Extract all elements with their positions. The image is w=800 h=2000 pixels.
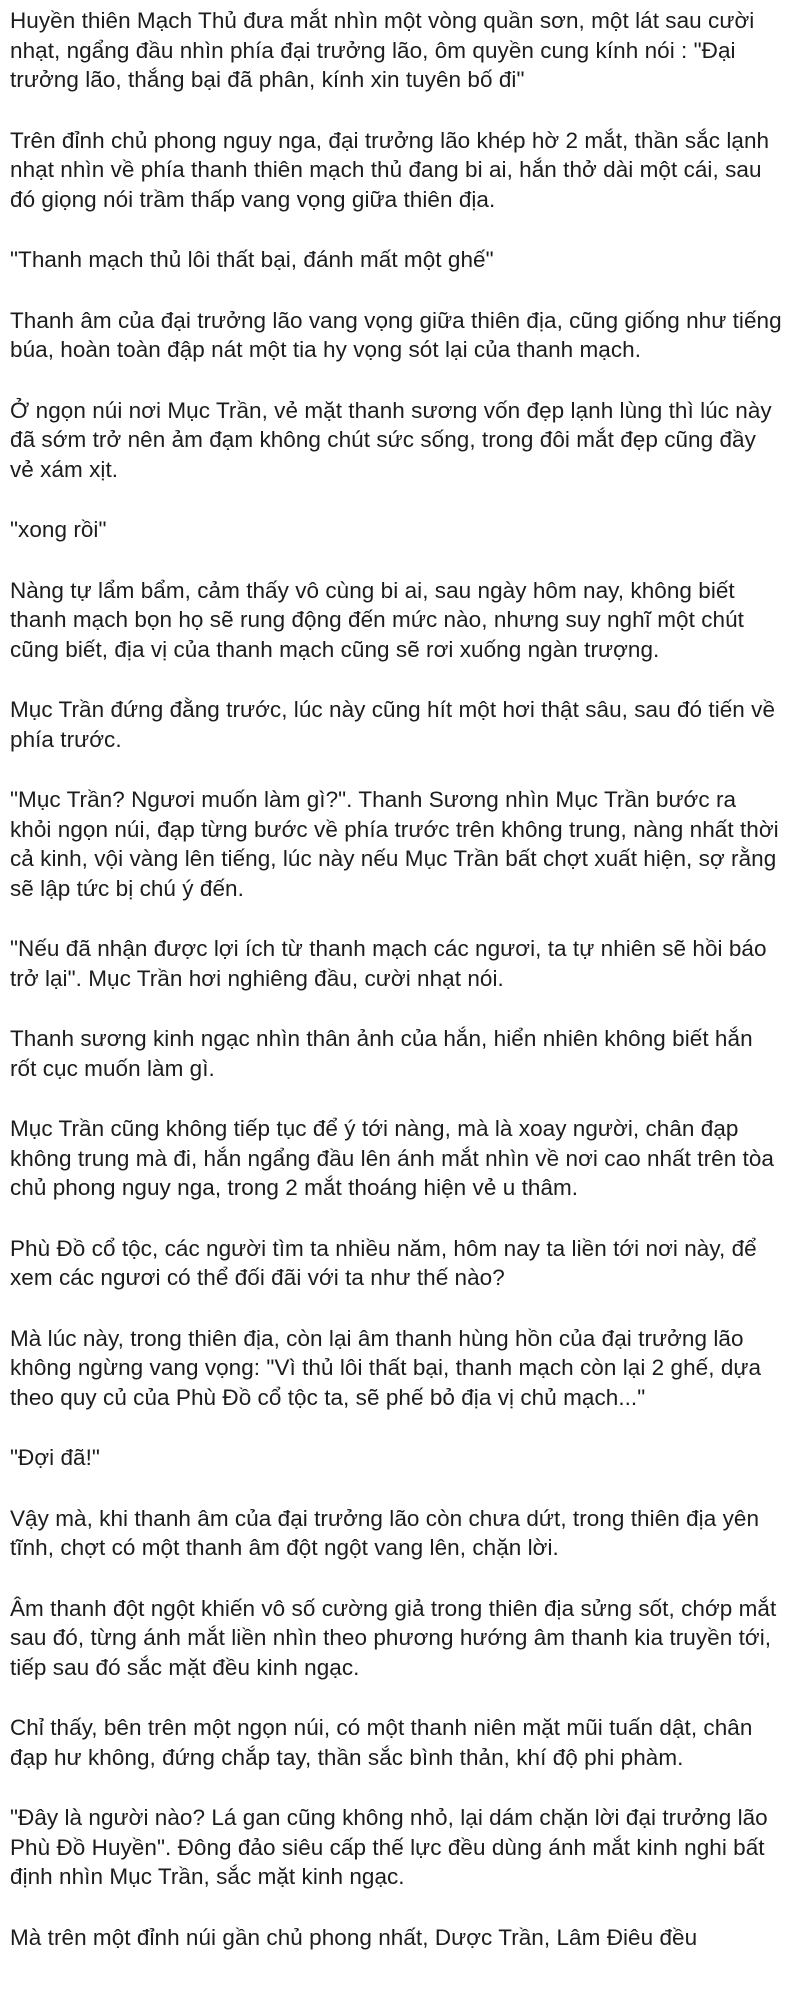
paragraph: "Thanh mạch thủ lôi thất bại, đánh mất một ghế" (10, 247, 494, 272)
paragraph: Nàng tự lẩm bẩm, cảm thấy vô cùng bi ai, sau ngày hôm nay, không biết thanh mạch bọn họ sẽ rung động đến mức nào, nhưng suy nghĩ một chút cũng biết, địa vị của thanh mạch cũng sẽ rơi xuống ngàn trượng. (10, 577, 744, 662)
paragraph: Thanh sương kinh ngạc nhìn thân ảnh của hắn, hiển nhiên không biết hắn rốt cục muốn làm gì. (10, 1026, 753, 1081)
paragraph: Ở ngọn núi nơi Mục Trần, vẻ mặt thanh sương vốn đẹp lạnh lùng thì lúc này đã sớm trở nên ảm đạm không chút sức sống, trong đôi mắt đẹp cũng đầy vẻ xám xịt. (10, 397, 772, 482)
paragraph: "Đợi đã!" (10, 1445, 100, 1470)
paragraph: "Đây là người nào? Lá gan cũng không nhỏ, lại dám chặn lời đại trưởng lão Phù Đồ Huyền". Đông đảo siêu cấp thế lực đều dùng ánh mắt kinh nghi bất định nhìn Mục Trần, sắc mặt kinh ngạc. (10, 1805, 768, 1889)
paragraph: Thanh âm của đại trưởng lão vang vọng giữa thiên địa, cũng giống như tiếng búa, hoàn toàn đập nát một tia hy vọng sót lại của thanh mạch. (10, 307, 782, 362)
paragraph: Mục Trần đứng đằng trước, lúc này cũng hít một hơi thật sâu, sau đó tiến về phía trước. (10, 697, 776, 752)
paragraph: Phù Đồ cổ tộc, các người tìm ta nhiều năm, hôm nay ta liền tới nơi này, để xem các ngươi có thể đối đãi với ta như thế nào? (10, 1235, 757, 1290)
paragraph: Mà trên một đỉnh núi gần chủ phong nhất, Dược Trần, Lâm Điêu đều (10, 1924, 698, 1950)
paragraph: Mà lúc này, trong thiên địa, còn lại âm thanh hùng hồn của đại trưởng lão không ngừng vang vọng: "Vì thủ lôi thất bại, thanh mạch còn lại 2 ghế, dựa theo quy củ của Phù Đồ cổ tộc ta, sẽ phế bỏ địa vị chủ mạch..." (10, 1325, 762, 1410)
paragraph: Vậy mà, khi thanh âm của đại trưởng lão còn chưa dứt, trong thiên địa yên tĩnh, chợt có một thanh âm đột ngột vang lên, chặn lời. (10, 1505, 760, 1560)
paragraph: Chỉ thấy, bên trên một ngọn núi, có một thanh niên mặt mũi tuấn dật, chân đạp hư không, đứng chắp tay, thần sắc bình thản, khí độ phi phàm. (10, 1715, 753, 1770)
paragraph: Trên đỉnh chủ phong nguy nga, đại trưởng lão khép hờ 2 mắt, thần sắc lạnh nhạt nhìn về phía thanh thiên mạch thủ đang bi ai, hắn thở dài một cái, sau đó giọng nói trầm thấp vang vọng giữa thiên địa. (10, 127, 770, 212)
paragraph: "Nếu đã nhận được lợi ích từ thanh mạch các ngươi, ta tự nhiên sẽ hồi báo trở lại". Mục Trần hơi nghiêng đầu, cười nhạt nói. (10, 936, 767, 991)
paragraph: Âm thanh đột ngột khiến vô số cường giả trong thiên địa sửng sốt, chớp mắt sau đó, từng ánh mắt liền nhìn theo phương hướng âm thanh kia truyền tới, tiếp sau đó sắc mặt đều kinh ngạc. (10, 1595, 777, 1680)
paragraph: "Mục Trần? Ngươi muốn làm gì?". Thanh Sương nhìn Mục Trần bước ra khỏi ngọn núi, đạp từng bước về phía trước trên không trung, nàng nhất thời cả kinh, vội vàng lên tiếng, lúc này nếu Mục Trần bất chợt xuất hiện, sợ rằng sẽ lập tức bị chú ý đến. (10, 787, 779, 901)
paragraph: Mục Trần cũng không tiếp tục để ý tới nàng, mà là xoay người, chân đạp không trung mà đi, hắn ngẩng đầu lên ánh mắt nhìn về nơi cao nhất trên tòa chủ phong nguy nga, trong 2 mắt thoáng hiện vẻ u thâm. (10, 1116, 774, 1200)
paragraph: Huyền thiên Mạch Thủ đưa mắt nhìn một vòng quần sơn, một lát sau cười nhạt, ngẩng đầu nhìn phía đại trưởng lão, ôm quyền cung kính nói : "Đại trưởng lão, thắng bại đã phân, kính xin tuyên bố đi" (10, 8, 755, 92)
paragraph: "xong rồi" (10, 517, 107, 542)
